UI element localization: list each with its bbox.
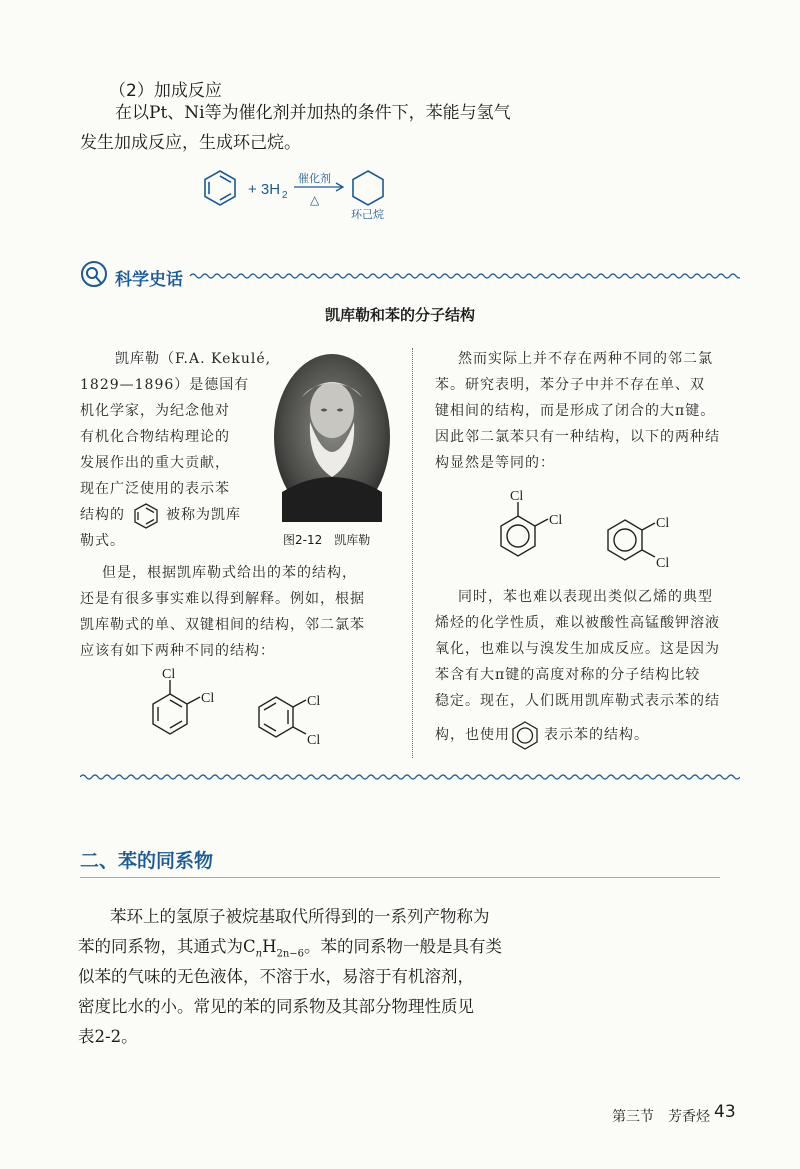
right-para2-line-3: 氧化，也难以与溴发生加成反应。这是因为 [435,641,720,657]
history-banner-title: 科学史话 [115,270,183,290]
formula-h: H [262,937,277,956]
cl-label: Cl [549,513,563,528]
section-2-line-4: 密度比水的小。常见的苯的同系物及其部分物理性质见 [78,997,474,1016]
left-line-4: 有机化合物结构理论的 [80,429,230,445]
h2-coefficient: + 3H [248,181,281,198]
formula-subscript: 2n−6 [276,948,305,960]
right-line-4: 因此邻二氯苯只有一种结构，以下的两种结 [435,429,720,445]
heat-symbol: △ [310,193,320,207]
portrait-caption: 图2-12 凯库勒 [283,533,371,547]
left-para2-line-1: 但是，根据凯库勒式给出的苯的结构， [102,565,357,581]
cl-label: Cl [656,516,670,531]
magnifier-icon [82,262,106,286]
benzene-kekule-structure [205,171,235,205]
left-para2-line-4: 应该有如下两种不同的结构： [80,643,275,659]
wavy-divider-top [190,274,740,278]
right-dichlorobenzene-pair [490,478,690,573]
left-para2-line-3: 凯库勒式的单、双键相间的结构，邻二氯苯 [80,617,365,633]
left-line-1: 凯库勒（F.A. Kekulé, [115,351,272,367]
cl-label: Cl [656,556,670,571]
formula-n: n [255,948,263,960]
left-line-8: 勒式。 [80,533,125,549]
intro-line-1: 在以Pt、Ni等为催化剂并加热的条件下，苯能与氢气 [115,103,511,123]
right-line-2: 苯。研究表明，苯分子中并不存在单、双 [435,377,705,393]
intro-line-2: 发生加成反应，生成环己烷。 [80,133,301,153]
section-2-rule [80,877,720,878]
left-line-3: 机化学家，为纪念他对 [80,403,230,419]
section-2-line-5: 表2-2。 [78,1027,138,1046]
cl-label: Cl [307,694,321,709]
cyclohexane-label: 环己烷 [351,208,384,221]
right-para2-line-2: 烯烃的化学性质，难以被酸性高锰酸钾溶液 [435,615,720,631]
left-line-7-post: 被称为凯库 [166,507,241,523]
kekule-benzene-icon [132,502,160,530]
section-label: （2）加成反应 [109,81,222,101]
footer-section: 第三节 芳香烃 [612,1109,710,1125]
section-2-line-3: 似苯的气味的无色液体，不溶于水，易溶于有机溶剂， [78,967,474,986]
right-line-3: 键相间的结构，而是形成了闭合的大π键。 [435,403,716,419]
benzene-circle-icon [510,720,540,750]
right-para2-line-1: 同时，苯也难以表现出类似乙烯的典型 [458,589,713,605]
kekule-portrait [272,352,392,522]
cl-label: Cl [201,691,215,706]
column-divider [412,348,413,758]
right-line-5: 构显然是等同的： [435,455,555,471]
article-title: 凯库勒和苯的分子结构 [324,306,475,324]
cyclohexane-structure [353,171,383,205]
section-2-line-1: 苯环上的氢原子被烷基取代所得到的一系列产物称为 [110,907,490,926]
right-para2-line-4: 苯含有大π键的高度对称的分子结构比较 [435,667,701,683]
section-2-heading: 二、苯的同系物 [80,850,214,872]
right-para2-line-5: 稳定。现在，人们既用凯库勒式表示苯的结 [435,693,720,709]
wavy-divider-bottom [80,770,740,784]
left-line-5: 发展作出的重大贡献， [80,455,230,471]
page-number: 43 [714,1102,736,1122]
cl-label: Cl [162,667,176,682]
left-line-6: 现在广泛使用的表示苯 [80,481,230,497]
reaction-equation [190,160,420,230]
cl-label: Cl [510,489,524,504]
right-last-line-post: 表示苯的结构。 [544,727,649,743]
catalyst-label: 催化剂 [298,172,331,185]
left-line-2: 1829—1896）是德国有 [80,377,250,393]
cl-label: Cl [307,733,321,748]
line-2-pre: 苯的同系物，其通式为C [78,937,256,956]
h2-subscript: 2 [282,190,288,201]
right-line-1: 然而实际上并不存在两种不同的邻二氯 [458,351,713,367]
right-last-line-pre: 构，也使用 [435,727,510,743]
left-para2-line-2: 还是有很多事实难以得到解释。例如，根据 [80,591,365,607]
left-line-7-pre: 结构的 [80,507,125,523]
left-dichlorobenzene-pair [140,664,340,754]
line-2-post: 。苯的同系物一般是具有类 [304,937,503,956]
